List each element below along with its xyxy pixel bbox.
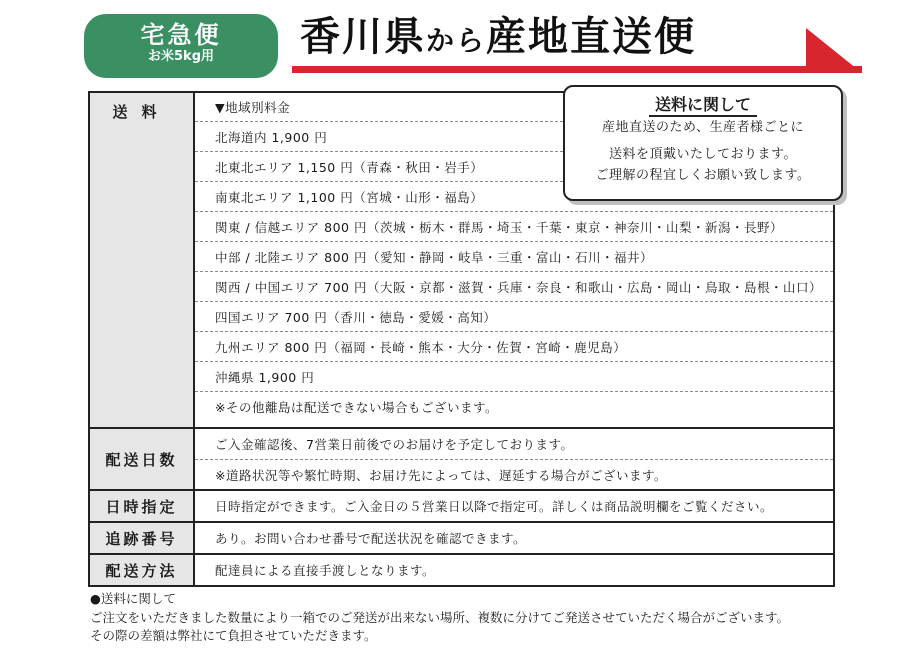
- fee-chubu-hokuriku: 中部 / 北陸エリア 800 円（愛知・静岡・岐阜・三重・富山・石川・福井）: [195, 241, 833, 271]
- date-time-values: [195, 491, 833, 521]
- row-header-shipping-fee: 送料: [90, 93, 195, 427]
- delivery-days-values: [195, 429, 833, 489]
- fee-hokkaido: 北海道内 1,900 円: [195, 121, 833, 151]
- callout-line: 産地直送のため、生産者様ごとに: [602, 120, 804, 135]
- row-header-tracking: 追跡番号: [90, 523, 195, 553]
- title-underline: [292, 66, 810, 73]
- row-delivery-method: [90, 553, 833, 585]
- fee-kansai-chugoku: 関西 / 中国エリア 700 円（大阪・京都・滋賀・兵庫・奈良・和歌山・広島・岡山・鳥取・島根・山口）: [195, 271, 833, 301]
- title-arrow-icon: [806, 28, 862, 73]
- badge-title: 宅急便: [140, 21, 222, 49]
- footer-notes: [90, 590, 789, 646]
- page-title: [300, 12, 696, 66]
- notes-line: その際の差額は弊社にて負担させていただきます。: [90, 628, 377, 643]
- service-badge: [84, 14, 278, 78]
- delivery-method-text: 配達員による直接手渡しとなります。: [215, 563, 436, 578]
- delivery-days-note: ※道路状況等や繁忙時期、お届け先によっては、遅延する場合がございます。: [195, 459, 833, 489]
- row-date-time: [90, 489, 833, 521]
- title-service: 産地直送便: [486, 14, 697, 60]
- fee-okinawa: 沖縄県 1,900 円: [195, 361, 833, 391]
- callout-title: 送料に関して: [649, 95, 757, 117]
- tracking-values: [195, 523, 833, 553]
- row-header-date-time: 日時指定: [90, 491, 195, 521]
- badge-subtitle: お米5kg用: [148, 49, 214, 64]
- fee-kyushu: 九州エリア 800 円（福岡・長崎・熊本・大分・佐賀・宮崎・鹿児島）: [195, 331, 833, 361]
- title-connector: から: [426, 24, 487, 57]
- fee-heading: ▼地域別料金: [215, 100, 291, 115]
- delivery-days-text: ご入金確認後、7営業日前後でのお届けを予定しております。: [215, 437, 574, 452]
- delivery-method-values: [195, 555, 833, 585]
- notes-line: ご注文をいただきました数量により一箱でのご発送が出来ない場所、複数に分けてご発送させていただく場合がございます。: [90, 609, 790, 625]
- callout-line: ご理解の程宜しくお願い致します。: [595, 168, 811, 183]
- row-header-delivery-days: 配送日数: [90, 429, 195, 489]
- fee-shikoku: 四国エリア 700 円（香川・徳島・愛媛・高知）: [195, 301, 833, 331]
- row-tracking: [90, 521, 833, 553]
- row-header-delivery-method: 配送方法: [90, 555, 195, 585]
- fee-kanto-shinetsu: 関東 / 信越エリア 800 円（茨城・栃木・群馬・埼玉・千葉・東京・神奈川・山梨・新潟・長野）: [195, 211, 833, 241]
- callout-line: 送料を頂戴いたしております。: [609, 147, 797, 162]
- date-time-text: 日時指定ができます。ご入金日の５営業日以降で指定可。詳しくは商品説明欄をご覧ください。: [215, 499, 774, 514]
- shipping-notice-callout: [563, 85, 843, 201]
- tracking-text: あり。お問い合わせ番号で配送状況を確認できます。: [215, 531, 527, 546]
- row-delivery-days: [90, 427, 833, 489]
- fee-remote-islands-note: ※その他離島は配送できない場合もございます。: [195, 391, 833, 422]
- title-prefecture: 香川県: [300, 14, 426, 60]
- fee-north-tohoku: 北東北エリア 1,150 円（青森・秋田・岩手）: [195, 151, 833, 181]
- fee-south-tohoku: 南東北エリア 1,100 円（宮城・山形・福島）: [195, 181, 833, 211]
- notes-heading: ●送料に関して: [90, 591, 176, 606]
